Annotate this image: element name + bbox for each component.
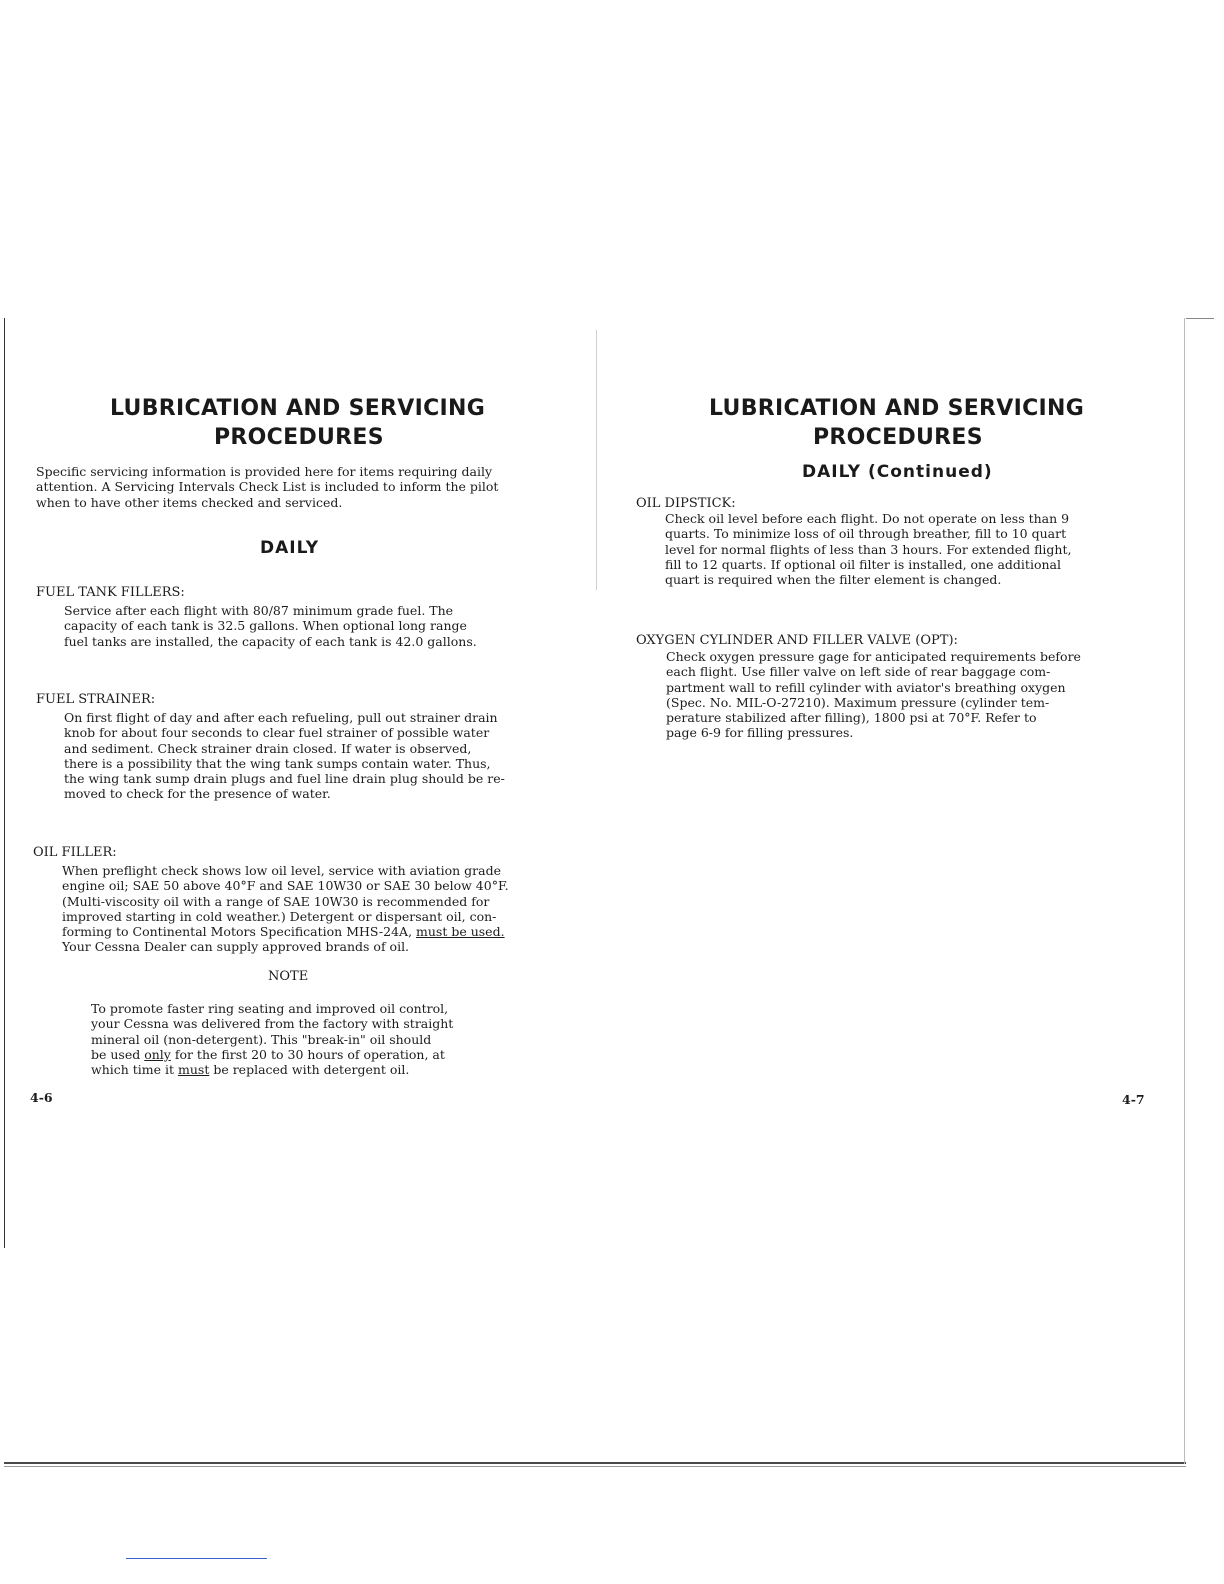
text-line: partment wall to refill cylinder with aviator's breathing oxygen (666, 679, 1066, 695)
left-title-line1: LUBRICATION AND SERVICING (110, 396, 486, 421)
right-title-line2: PROCEDURES (813, 425, 983, 450)
blue-underline-artifact (126, 1558, 267, 1559)
left-daily-heading: DAILY (260, 538, 320, 558)
scan-edge-left (4, 318, 5, 1248)
right-title-line1: LUBRICATION AND SERVICING (709, 396, 1085, 421)
oxygen-title: OXYGEN CYLINDER AND FILLER VALVE (OPT): (636, 633, 958, 648)
left-title-line2: PROCEDURES (214, 425, 384, 450)
oil-dipstick-title: OIL DIPSTICK: (636, 496, 736, 511)
oil-filler-text (62, 863, 509, 955)
intro-line: Specific servicing information is provided here for items requiring daily (36, 464, 493, 479)
left-page-number: 4-6 (30, 1090, 53, 1105)
text-line: the wing tank sump drain plugs and fuel line drain plug should be re- (64, 771, 505, 787)
text-line: perature stabilized after filling), 1800 psi at 70°F. Refer to (666, 710, 1037, 726)
note-text (91, 1001, 453, 1077)
only-emphasis: only (144, 1046, 171, 1062)
intro-line: when to have other items checked and serviced. (36, 494, 343, 510)
text-line (91, 1047, 453, 1062)
scan-edge-right (1184, 318, 1185, 1464)
text-line: (Spec. No. MIL-O-27210). Maximum pressure (cylinder tem- (666, 694, 1050, 710)
text-line: fill to 12 quarts. If optional oil filter is installed, one additional (665, 556, 1061, 572)
text-fragment: forming to Continental Motors Specification MHS-24A, (62, 924, 413, 940)
right-page-number: 4-7 (1122, 1092, 1145, 1107)
scan-edge-bottom-shadow (4, 1466, 1186, 1467)
must-be-used-emphasis: must be used. (416, 924, 505, 940)
intro-line: attention. A Servicing Intervals Check List is included to inform the pilot (36, 479, 499, 495)
text-line: fuel tanks are installed, the capacity of each tank is 42.0 gallons. (64, 633, 477, 649)
note-heading: NOTE (268, 969, 309, 984)
text-fragment: be used (91, 1046, 145, 1062)
text-line: there is a possibility that the wing tank sumps contain water. Thus, (64, 755, 491, 771)
fuel-strainer-text (64, 710, 505, 802)
text-line (62, 924, 509, 939)
text-line: page 6-9 for filling pressures. (666, 725, 854, 741)
text-line: When preflight check shows low oil level, service with aviation grade (62, 863, 501, 878)
text-line: your Cessna was delivered from the factory with straight (91, 1016, 454, 1032)
text-line: improved starting in cold weather.) Detergent or dispersant oil, con- (62, 908, 497, 924)
oil-filler-title: OIL FILLER: (33, 845, 117, 860)
oxygen-text (666, 649, 1081, 741)
text-line: (Multi-viscosity oil with a range of SAE 10W30 is recommended for (62, 893, 490, 909)
must-emphasis: must (178, 1062, 210, 1078)
text-line: Your Cessna Dealer can supply approved brands of oil. (62, 939, 410, 955)
text-line: To promote faster ring seating and improved oil control, (91, 1001, 449, 1016)
fuel-tank-fillers-title: FUEL TANK FILLERS: (36, 585, 185, 600)
text-line: and sediment. Check strainer drain closed. If water is observed, (64, 740, 472, 756)
text-line: capacity of each tank is 32.5 gallons. When optional long range (64, 618, 467, 634)
page-gutter (596, 330, 597, 590)
text-line: On first flight of day and after each refueling, pull out strainer drain (64, 710, 498, 725)
oil-dipstick-text (665, 511, 1071, 587)
text-line: mineral oil (non-detergent). This "break-in" oil should (91, 1031, 432, 1047)
text-line: knob for about four seconds to clear fuel strainer of possible water (64, 725, 490, 741)
text-line: Check oxygen pressure gage for anticipated requirements before (666, 649, 1081, 664)
text-line: Check oil level before each flight. Do not operate on less than 9 (665, 511, 1070, 526)
text-fragment: be replaced with detergent oil. (209, 1062, 410, 1078)
text-line: quarts. To minimize loss of oil through breather, fill to 10 quart (665, 526, 1067, 542)
left-intro (36, 464, 498, 510)
text-line: level for normal flights of less than 3 hours. For extended flight, (665, 541, 1072, 557)
text-fragment: which time it (91, 1062, 179, 1078)
scan-edge-bottom (4, 1462, 1186, 1464)
scan-edge-corner (1186, 318, 1214, 319)
text-line: engine oil; SAE 50 above 40°F and SAE 10W30 or SAE 30 below 40°F. (62, 878, 509, 894)
text-line: each flight. Use filler valve on left side of rear baggage com- (666, 664, 1051, 680)
text-line: moved to check for the presence of water. (64, 786, 331, 802)
fuel-strainer-title: FUEL STRAINER: (36, 692, 156, 707)
text-line: quart is required when the filter element is changed. (665, 572, 1002, 588)
right-daily-heading: DAILY (Continued) (802, 462, 993, 482)
text-line (91, 1062, 453, 1077)
text-line: Service after each flight with 80/87 minimum grade fuel. The (64, 603, 454, 618)
fuel-tank-fillers-text (64, 603, 477, 649)
text-fragment: for the first 20 to 30 hours of operation, at (170, 1046, 445, 1062)
